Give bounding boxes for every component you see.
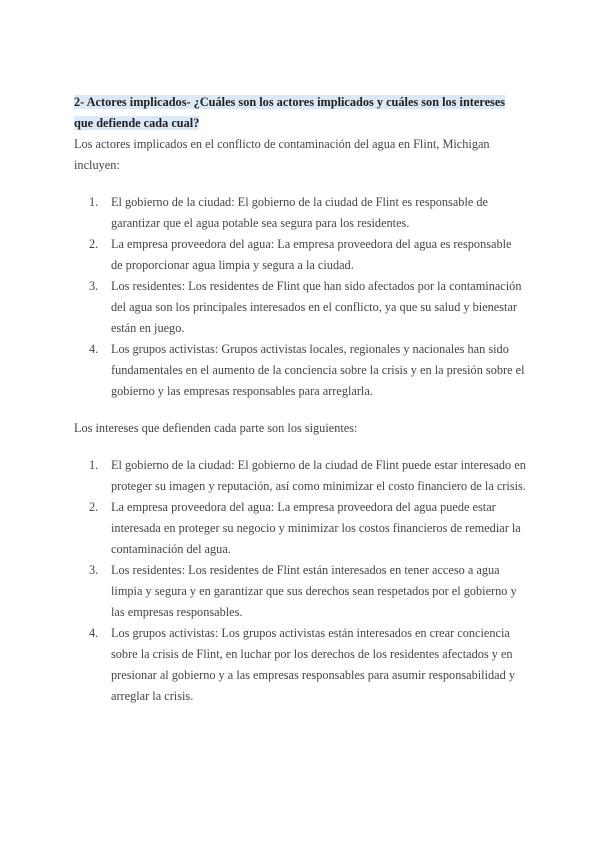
list-item-text: Los residentes: Los residentes de Flint que han sido afectados por la contaminación del agua son los principales interesados en el conflicto, ya que su salud y bienestar están en juego. xyxy=(111,279,522,335)
section-heading-text: 2- Actores implicados- ¿Cuáles son los actores implicados y cuáles son los intereses que defiende cada cual? xyxy=(74,95,506,130)
list-item-text: La empresa proveedora del agua: La empresa proveedora del agua es responsable de proporcionar agua limpia y segura a la ciudad. xyxy=(111,237,512,272)
list-item-number: 4. xyxy=(89,626,99,640)
list-item xyxy=(74,455,526,497)
list-item-number: 1. xyxy=(89,458,99,472)
actors-list xyxy=(74,192,526,402)
document-page xyxy=(74,92,526,707)
interests-list xyxy=(74,455,526,707)
interests-intro-paragraph: Los intereses que defienden cada parte son los siguientes: xyxy=(74,421,358,435)
list-item xyxy=(74,276,526,339)
list-item-text: El gobierno de la ciudad: El gobierno de la ciudad de Flint puede estar interesado en proteger su imagen y reputación, así como minimizar el costo financiero de la crisis. xyxy=(111,458,526,493)
list-item-number: 2. xyxy=(89,500,99,514)
list-item-number: 3. xyxy=(89,279,99,293)
list-item xyxy=(74,234,526,276)
list-item-text: Los grupos activistas: Los grupos activistas están interesados en crear conciencia sobre la crisis de Flint, en luchar por los derechos de los residentes afectados y en presionar al gobierno y a las empresas responsables para asumir responsabilidad y arreglar la crisis. xyxy=(111,626,515,703)
list-item xyxy=(74,192,526,234)
list-item-number: 3. xyxy=(89,563,99,577)
actors-intro-paragraph: Los actores implicados en el conflicto de contaminación del agua en Flint, Michigan incluyen: xyxy=(74,137,490,172)
list-item-text: Los residentes: Los residentes de Flint están interesados en tener acceso a agua limpia y segura y en garantizar que sus derechos sean respetados por el gobierno y las empresas responsables. xyxy=(111,563,517,619)
section-heading xyxy=(74,92,526,134)
list-item-text: El gobierno de la ciudad: El gobierno de la ciudad de Flint es responsable de garantizar que el agua potable sea segura para los residentes. xyxy=(111,195,488,230)
list-item xyxy=(74,339,526,402)
list-item-number: 1. xyxy=(89,195,99,209)
list-item-text: Los grupos activistas: Grupos activistas locales, regionales y nacionales han sido fundamentales en el aumento de la conciencia sobre la crisis y en la presión sobre el gobierno y las empresas responsables para arreglarla. xyxy=(111,342,525,398)
list-item-number: 4. xyxy=(89,342,99,356)
list-item xyxy=(74,497,526,560)
list-item xyxy=(74,623,526,707)
list-item xyxy=(74,560,526,623)
list-item-text: La empresa proveedora del agua: La empresa proveedora del agua puede estar interesada en proteger su negocio y minimizar los costos financieros de remediar la contaminación del agua. xyxy=(111,500,521,556)
list-item-number: 2. xyxy=(89,237,99,251)
